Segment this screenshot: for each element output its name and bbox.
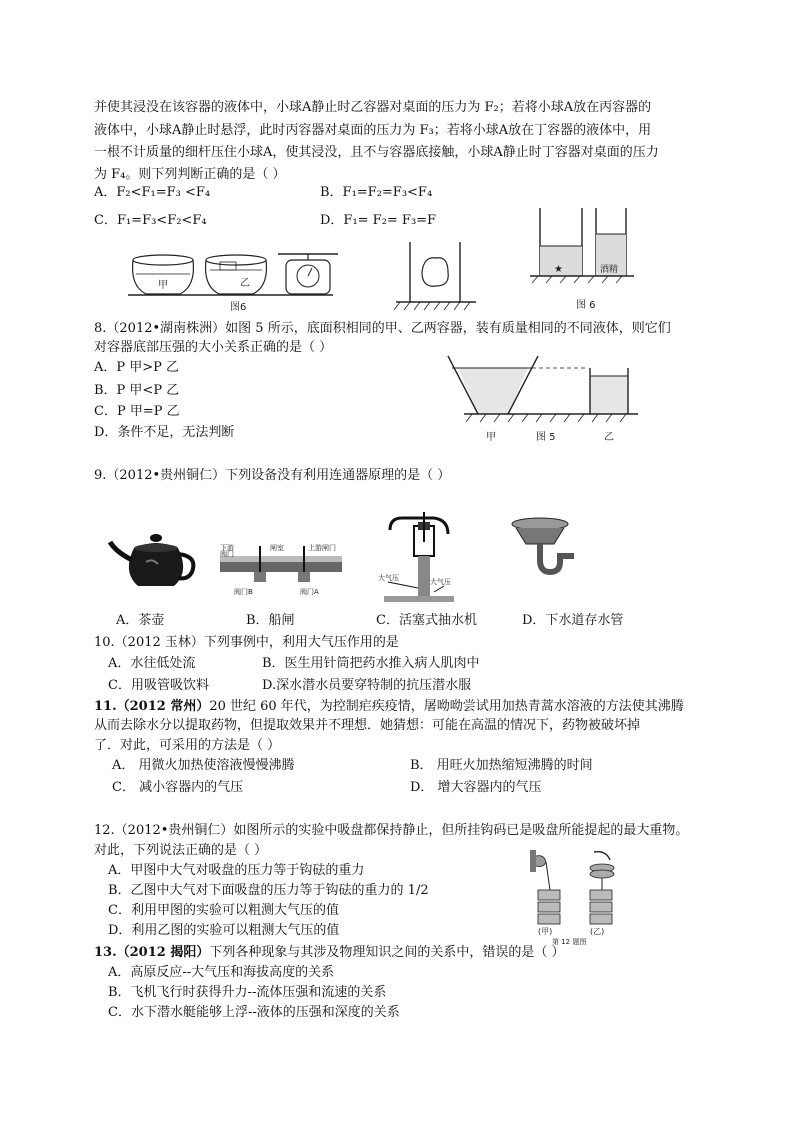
q13-stem: [94, 944, 564, 962]
q12-option-a: A．甲图中大气对吸盘的压力等于钩砝的重力: [108, 863, 365, 878]
q8-fig-label-yi: 乙: [604, 432, 614, 443]
lock-label-valve-b: 阀门B: [234, 588, 253, 596]
q11-option-b: B． 用旺火加热缩短沸腾的时间: [410, 758, 593, 773]
q8-option-c: C．P 甲=P 乙: [94, 404, 180, 419]
q7-figure-two-beakers: [526, 206, 636, 314]
q8-option-d: D．条件不足，无法判断: [94, 425, 235, 440]
q11-option-c: C． 减小容器内的气压: [112, 780, 244, 795]
q7-fig-label-jia: 甲: [158, 280, 168, 291]
pump-label-atm-pressure-right: 大气压: [430, 578, 451, 586]
q13-option-c: C．水下潜水艇能够上浮--液体的压强和深度的关系: [108, 1005, 400, 1020]
sink-trap-icon: [510, 516, 576, 582]
q10-option-d: D.深水潜水员要穿特制的抗压潜水服: [262, 678, 472, 693]
q9-option-c: C．活塞式抽水机: [376, 613, 477, 628]
lock-label-downstream: 下游: [220, 544, 234, 552]
ship-lock-icon: [220, 540, 342, 600]
q11-stem-text: 20 世纪 60 年代，为控制疟疾疫情，屠呦呦尝试用加热青蒿水溶液的方法使其沸腾: [209, 699, 684, 714]
q12-fig-label-jia: (甲): [538, 927, 553, 936]
q7-fig-alcohol-label: 酒精: [600, 265, 619, 275]
q9-stem: 9.（2012•贵州铜仁）下列设备没有利用连通器原理的是（ ）: [94, 468, 451, 483]
q9-option-a: A．茶壶: [116, 613, 165, 628]
q11-stem-line-1: [94, 698, 684, 716]
q10-option-a: A．水往低处流: [108, 656, 196, 671]
q7-stem-line-4: 为 F₄。则下列判断正确的是（ ）: [94, 167, 286, 182]
teapot-icon: [108, 532, 202, 590]
q7-fig-caption: 图6: [230, 302, 247, 313]
q12-fig-label-yi: (乙): [590, 927, 605, 936]
piston-pump-icon: [378, 512, 458, 604]
q9-option-b: B．船闸: [246, 613, 295, 628]
q7-stem-line-2: 液体中，小球A静止时悬浮，此时丙容器对桌面的压力为 F₃；若将小球A放在丁容器的液体中，用: [94, 123, 652, 138]
q12-option-b: B．乙图中大气对下面吸盘的压力等于钩砝的重力的 1/2: [108, 883, 429, 898]
lock-label-valve: 阀门: [220, 550, 234, 558]
q10-option-c: C．用吸管吸饮料: [108, 678, 209, 693]
q7-stem-line-3: 一根不计质量的细杆压住小球A，使其浸没，且不与容器底接触，小球A静止时丁容器对桌面的压力: [94, 145, 659, 160]
q12-stem-line-1: 12.（2012•贵州铜仁）如图所示的实验中吸盘都保持静止，但所挂钩码已是吸盘所能提起的最大重物。: [94, 823, 689, 838]
q10-option-b: B．医生用针筒把药水推入病人肌肉中: [262, 656, 480, 671]
q8-option-b: B．P 甲<P 乙: [94, 383, 180, 398]
q13-number: 13.（2012 揭阳）: [94, 945, 210, 960]
q11-option-a: A． 用微火加热使溶液慢慢沸腾: [112, 758, 295, 773]
q7-option-c: C．F₁=F₃<F₂<F₄: [94, 213, 207, 228]
q11-number: 11.（2012 常州）: [94, 699, 210, 714]
q7-option-b: B．F₁=F₂=F₃<F₄: [320, 185, 433, 200]
q8-figure-containers: [444, 356, 644, 446]
q7-fig-right-caption: 图 6: [576, 300, 596, 311]
q13-option-a: A．高原反应--大气压和海拔高度的关系: [108, 965, 335, 980]
q9-option-d: D．下水道存水管: [522, 613, 624, 628]
q12-figure-suction-cups: [524, 850, 634, 946]
pump-label-atm-pressure-left: 大气压: [378, 574, 399, 582]
q7-figure-block-container: [392, 242, 480, 318]
q8-option-a: A．P 甲>P 乙: [94, 360, 180, 375]
q8-stem-line-1: 8.（2012•湖南株洲）如图 5 所示，底面积相同的甲、乙两容器，装有质量相同的不同液体，则它们: [94, 321, 671, 336]
q11-stem-line-3: 了．对此，可采用的方法是（ ）: [94, 738, 281, 753]
q13-stem-text: 下列各种现象与其涉及物理知识之间的关系中，错误的是（ ）: [209, 945, 565, 960]
q12-stem-line-2: 对此，下列说法正确的是（ ）: [94, 843, 268, 858]
q7-figure-bowls-scale: [128, 246, 348, 316]
q7-stem-line-1: 并使其浸没在该容器的液体中，小球A静止时乙容器对桌面的压力为 F₂；若将小球A放在丙容器的: [94, 100, 652, 115]
q13-option-b: B．飞机飞行时获得升力--流体压强和流速的关系: [108, 985, 387, 1000]
q7-fig-label-yi: 乙: [240, 278, 250, 289]
lock-label-upstream-gate: 上游闸门: [308, 544, 336, 552]
q8-fig-label-jia: 甲: [486, 432, 496, 443]
q12-option-c: C．利用甲图的实验可以粗测大气压的值: [108, 903, 339, 918]
q7-option-d: D．F₁= F₂= F₃=F: [320, 213, 437, 228]
svg-text:★: ★: [554, 264, 563, 275]
q10-stem: 10.（2012 玉林）下列事例中，利用大气压作用的是: [94, 635, 399, 650]
q12-option-d: D．利用乙图的实验可以粗测大气压的值: [108, 923, 340, 938]
q8-fig-caption: 图 5: [536, 432, 556, 443]
q8-stem-line-2: 对容器底部压强的大小关系正确的是（ ）: [94, 340, 333, 355]
q12-fig-caption: 第 12 题图: [552, 938, 587, 946]
lock-label-chamber: 闸室: [270, 544, 284, 552]
q11-option-d: D． 增大容器内的气压: [410, 780, 542, 795]
q11-stem-line-2: 从而去除水分以提取药物，但提取效果并不理想．她猜想：可能在高温的情况下，药物被破坏掉: [94, 718, 641, 733]
lock-label-valve-a: 阀门A: [300, 588, 319, 596]
q7-option-a: A．F₂<F₁=F₃ <F₄: [94, 185, 211, 200]
